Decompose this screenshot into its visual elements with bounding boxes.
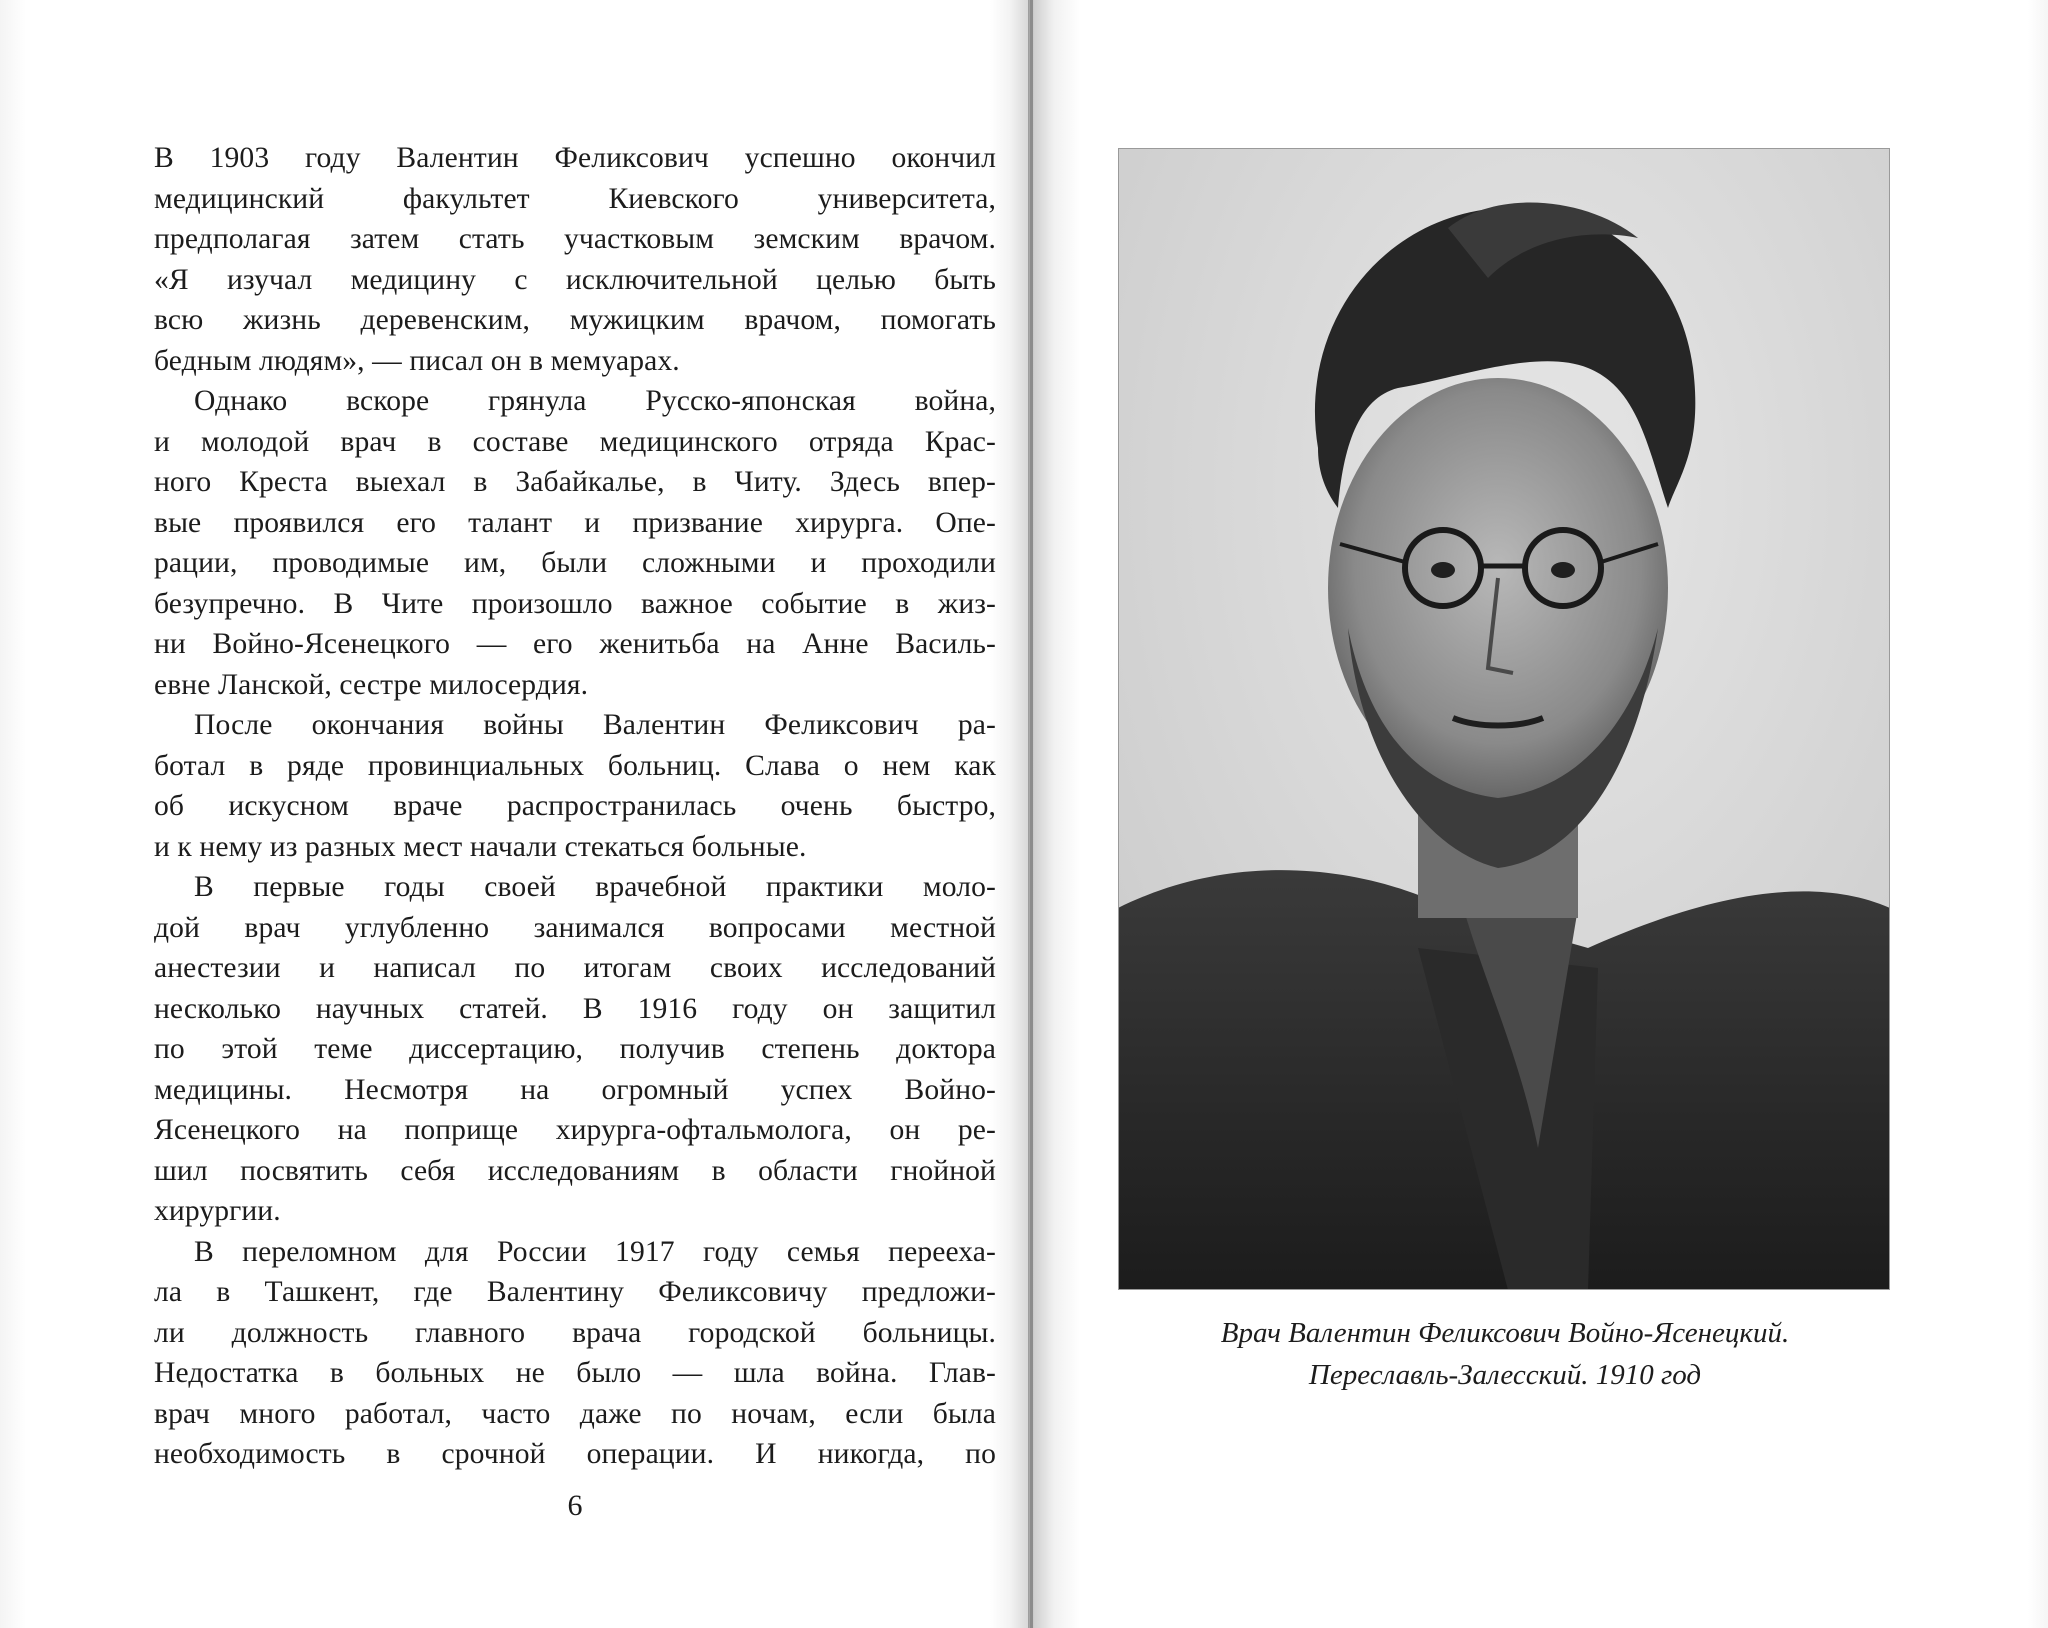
text-line: После окончания войны Валентин Феликсович ра-	[194, 709, 996, 741]
text-line: врач много работал, часто даже по ночам, если была	[154, 1397, 996, 1430]
paragraph	[154, 1232, 996, 1475]
text-line: и молодой врач в составе медицинского отряда Крас-	[154, 425, 996, 458]
text-line: Ясенецкого на поприще хирурга-офтальмолога, он ре-	[154, 1114, 996, 1146]
portrait-photo	[1118, 148, 1890, 1290]
text-line: по этой теме диссертацию, получив степень доктора	[154, 1033, 996, 1065]
text-line: бедным людям», — писал он в мемуарах.	[154, 344, 680, 377]
text-line: ла в Ташкент, где Валентину Феликсовичу предложи-	[154, 1276, 996, 1308]
portrait-illustration	[1118, 148, 1890, 1290]
text-line: несколько научных статей. В 1916 году он защитил	[154, 992, 996, 1025]
body-text	[154, 138, 996, 1475]
text-line: ного Креста выехал в Забайкалье, в Читу. Здесь впер-	[154, 466, 996, 498]
text-line: В первые годы своей врачебной практики моло-	[194, 871, 996, 903]
text-line: ли должность главного врача городской больницы.	[154, 1316, 996, 1349]
text-line: шил посвятить себя исследованиям в области гнойной	[154, 1154, 996, 1187]
page-number: 6	[567, 1489, 583, 1522]
text-line: всю жизнь деревенским, мужицким врачом, помогать	[154, 304, 996, 336]
text-line: ботал в ряде провинциальных больниц. Слава о нем как	[154, 749, 996, 782]
text-line: В 1903 году Валентин Феликсович успешно окончил	[154, 142, 996, 174]
text-line: медицинский факультет Киевского университета,	[154, 182, 996, 215]
text-line: В переломном для России 1917 году семья перееха-	[194, 1235, 996, 1268]
text-line: необходимость в срочной операции. И никогда, по	[154, 1438, 996, 1470]
text-line: евне Ланской, сестре милосердия.	[154, 668, 589, 701]
text-line: хирургии.	[154, 1195, 281, 1227]
book-gutter	[1030, 0, 1033, 1628]
caption-line-1: Врач Валентин Феликсович Войно-Ясенецкий.	[1220, 1317, 1790, 1349]
text-line: безупречно. В Чите произошло важное событие в жиз-	[154, 587, 996, 620]
text-line: Недостатка в больных не было — шла война. Глав-	[154, 1357, 996, 1389]
photo-caption	[1100, 1312, 1910, 1396]
paragraph	[154, 138, 996, 381]
text-line: дой врач углубленно занимался вопросами местной	[154, 911, 996, 944]
paragraph	[154, 381, 996, 705]
paragraph	[154, 705, 996, 867]
text-line: Однако вскоре грянула Русско-японская война,	[194, 385, 996, 417]
paragraph	[154, 867, 996, 1232]
text-line: ни Войно-Ясенецкого — его женитьба на Анне Василь-	[154, 628, 996, 660]
text-line: вые проявился его талант и призвание хирурга. Опе-	[154, 506, 996, 539]
text-line: анестезии и написал по итогам своих исследований	[154, 952, 996, 984]
text-line: «Я изучал медицину с исключительной целью быть	[154, 263, 996, 296]
text-line: предполагая затем стать участковым земским врачом.	[154, 223, 996, 255]
text-line: рации, проводимые им, были сложными и проходили	[154, 547, 996, 579]
text-line: медицины. Несмотря на огромный успех Войно-	[154, 1073, 996, 1106]
caption-line-2: Переславль-Залесский. 1910 год	[1308, 1359, 1702, 1391]
text-line: об искусном враче распространилась очень быстро,	[154, 790, 996, 822]
text-line: и к нему из разных мест начали стекаться больные.	[154, 830, 807, 863]
